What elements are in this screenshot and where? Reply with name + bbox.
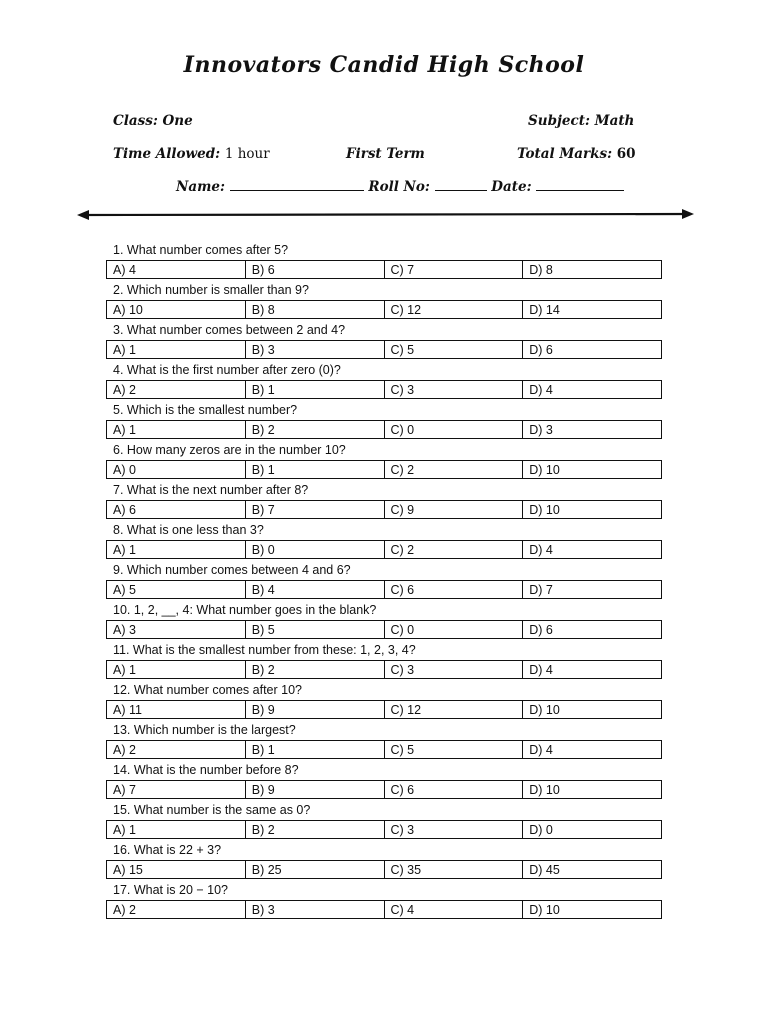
question-item	[106, 480, 662, 520]
option-a[interactable]: A) 3	[113, 623, 136, 637]
option-b[interactable]: B) 2	[245, 661, 384, 678]
option-c[interactable]: C) 3	[384, 381, 523, 398]
option-b[interactable]: B) 1	[245, 741, 384, 758]
option-d[interactable]: D) 4	[522, 541, 661, 558]
option-d[interactable]: D) 10	[522, 901, 661, 918]
double-arrow-divider	[77, 206, 694, 226]
question-text: 9. Which number comes between 4 and 6?	[113, 563, 351, 577]
options-row	[106, 340, 662, 359]
options-row	[106, 580, 662, 599]
option-c[interactable]: C) 12	[384, 701, 523, 718]
question-item	[106, 720, 662, 760]
option-c[interactable]: C) 3	[384, 661, 523, 678]
class-field: Class: One	[113, 113, 193, 129]
option-d[interactable]: D) 10	[522, 781, 661, 798]
options-row	[106, 540, 662, 559]
option-a[interactable]: A) 5	[113, 583, 136, 597]
option-c[interactable]: C) 0	[384, 421, 523, 438]
option-b[interactable]: B) 8	[245, 301, 384, 318]
option-d[interactable]: D) 10	[522, 461, 661, 478]
option-b[interactable]: B) 9	[245, 781, 384, 798]
option-c[interactable]: C) 12	[384, 301, 523, 318]
question-item	[106, 600, 662, 640]
question-item	[106, 880, 662, 920]
option-b[interactable]: B) 0	[245, 541, 384, 558]
option-a[interactable]: A) 1	[113, 423, 136, 437]
question-text: 14. What is the number before 8?	[113, 763, 299, 777]
class-label: Class	[113, 113, 153, 129]
options-row	[106, 660, 662, 679]
question-text: 10. 1, 2, __, 4: What number goes in the blank?	[113, 603, 377, 617]
option-c[interactable]: C) 35	[384, 861, 523, 878]
option-c[interactable]: C) 0	[384, 621, 523, 638]
option-b[interactable]: B) 7	[245, 501, 384, 518]
option-d[interactable]: D) 14	[522, 301, 661, 318]
option-b[interactable]: B) 25	[245, 861, 384, 878]
options-row	[106, 260, 662, 279]
option-a[interactable]: A) 2	[113, 383, 136, 397]
question-text: 13. Which number is the largest?	[113, 723, 296, 737]
question-item	[106, 280, 662, 320]
option-a[interactable]: A) 2	[113, 743, 136, 757]
option-b[interactable]: B) 5	[245, 621, 384, 638]
school-title: Innovators Candid High School	[183, 52, 585, 78]
option-b[interactable]: B) 2	[245, 421, 384, 438]
term-label: First Term	[346, 146, 425, 162]
option-a[interactable]: A) 1	[113, 663, 136, 677]
marks-label: Total Marks	[517, 146, 608, 162]
options-row	[106, 300, 662, 319]
option-a[interactable]: A) 7	[113, 783, 136, 797]
options-row	[106, 700, 662, 719]
date-blank[interactable]	[536, 178, 624, 191]
option-d[interactable]: D) 10	[522, 701, 661, 718]
options-row	[106, 900, 662, 919]
option-b[interactable]: B) 9	[245, 701, 384, 718]
option-c[interactable]: C) 7	[384, 261, 523, 278]
question-list	[106, 240, 662, 920]
date-label: Date	[491, 179, 527, 195]
option-a[interactable]: A) 11	[113, 703, 142, 717]
option-c[interactable]: C) 3	[384, 821, 523, 838]
roll-blank[interactable]	[435, 178, 487, 191]
option-d[interactable]: D) 10	[522, 501, 661, 518]
time-value: 1 hour	[224, 146, 270, 162]
question-text: 7. What is the next number after 8?	[113, 483, 309, 497]
question-text: 11. What is the smallest number from these: 1, 2, 3, 4?	[113, 643, 416, 657]
option-d[interactable]: D) 7	[522, 581, 661, 598]
question-item	[106, 640, 662, 680]
option-b[interactable]: B) 6	[245, 261, 384, 278]
question-item	[106, 360, 662, 400]
option-b[interactable]: B) 3	[245, 341, 384, 358]
question-item	[106, 560, 662, 600]
option-d[interactable]: D) 4	[522, 381, 661, 398]
question-item	[106, 800, 662, 840]
option-d[interactable]: D) 4	[522, 741, 661, 758]
option-a[interactable]: A) 1	[113, 343, 136, 357]
options-row	[106, 420, 662, 439]
class-value: One	[162, 113, 193, 129]
question-item	[106, 520, 662, 560]
time-label: Time Allowed	[113, 146, 216, 162]
option-d[interactable]: D) 8	[522, 261, 661, 278]
option-c[interactable]: C) 6	[384, 781, 523, 798]
option-b[interactable]: B) 3	[245, 901, 384, 918]
name-label: Name	[176, 179, 220, 195]
question-item	[106, 320, 662, 360]
options-row	[106, 780, 662, 799]
question-text: 17. What is 20 − 10?	[113, 883, 229, 897]
question-text: 4. What is the first number after zero (0)?	[113, 363, 341, 377]
question-text: 1. What number comes after 5?	[113, 243, 289, 257]
options-row	[106, 460, 662, 479]
option-d[interactable]: D) 45	[522, 861, 661, 878]
option-c[interactable]: C) 4	[384, 901, 523, 918]
question-item	[106, 680, 662, 720]
question-text: 8. What is one less than 3?	[113, 523, 264, 537]
question-item	[106, 240, 662, 280]
option-b[interactable]: B) 1	[245, 461, 384, 478]
option-c[interactable]: C) 2	[384, 461, 523, 478]
option-a[interactable]: A) 1	[113, 543, 136, 557]
question-text: 15. What number is the same as 0?	[113, 803, 311, 817]
question-text: 6. How many zeros are in the number 10?	[113, 443, 346, 457]
name-blank[interactable]	[230, 178, 364, 191]
question-text: 2. Which number is smaller than 9?	[113, 283, 309, 297]
question-item	[106, 400, 662, 440]
roll-label: Roll No	[368, 179, 425, 195]
options-row	[106, 620, 662, 639]
option-d[interactable]: D) 6	[522, 341, 661, 358]
question-text: 5. Which is the smallest number?	[113, 403, 298, 417]
time-allowed-field: Time Allowed: 1 hour	[113, 146, 270, 162]
option-c[interactable]: C) 9	[384, 501, 523, 518]
total-marks-field: Total Marks: 60	[517, 146, 636, 162]
option-d[interactable]: D) 0	[522, 821, 661, 838]
student-info-row: Name: Roll No: Date:	[176, 178, 624, 195]
subject-label: Subject	[528, 113, 585, 129]
option-b[interactable]: B) 2	[245, 821, 384, 838]
question-text: 3. What number comes between 2 and 4?	[113, 323, 346, 337]
options-row	[106, 860, 662, 879]
option-c[interactable]: C) 6	[384, 581, 523, 598]
option-b[interactable]: B) 1	[245, 381, 384, 398]
option-d[interactable]: D) 3	[522, 421, 661, 438]
options-row	[106, 820, 662, 839]
option-b[interactable]: B) 4	[245, 581, 384, 598]
marks-value: 60	[616, 146, 636, 162]
question-item	[106, 840, 662, 880]
subject-value: Math	[594, 113, 635, 129]
option-d[interactable]: D) 6	[522, 621, 661, 638]
question-text: 16. What is 22 + 3?	[113, 843, 222, 857]
option-a[interactable]: A) 10	[113, 303, 143, 317]
question-item	[106, 760, 662, 800]
option-a[interactable]: A) 6	[113, 503, 136, 517]
option-a[interactable]: A) 1	[113, 823, 136, 837]
options-row	[106, 740, 662, 759]
options-row	[106, 500, 662, 519]
option-d[interactable]: D) 4	[522, 661, 661, 678]
question-text: 12. What number comes after 10?	[113, 683, 302, 697]
option-c[interactable]: C) 2	[384, 541, 523, 558]
option-c[interactable]: C) 5	[384, 741, 523, 758]
option-a[interactable]: A) 2	[113, 903, 136, 917]
option-a[interactable]: A) 0	[113, 463, 136, 477]
option-a[interactable]: A) 15	[113, 863, 143, 877]
option-a[interactable]: A) 4	[113, 263, 136, 277]
question-item	[106, 440, 662, 480]
subject-field: Subject: Math	[528, 113, 635, 129]
option-c[interactable]: C) 5	[384, 341, 523, 358]
options-row	[106, 380, 662, 399]
